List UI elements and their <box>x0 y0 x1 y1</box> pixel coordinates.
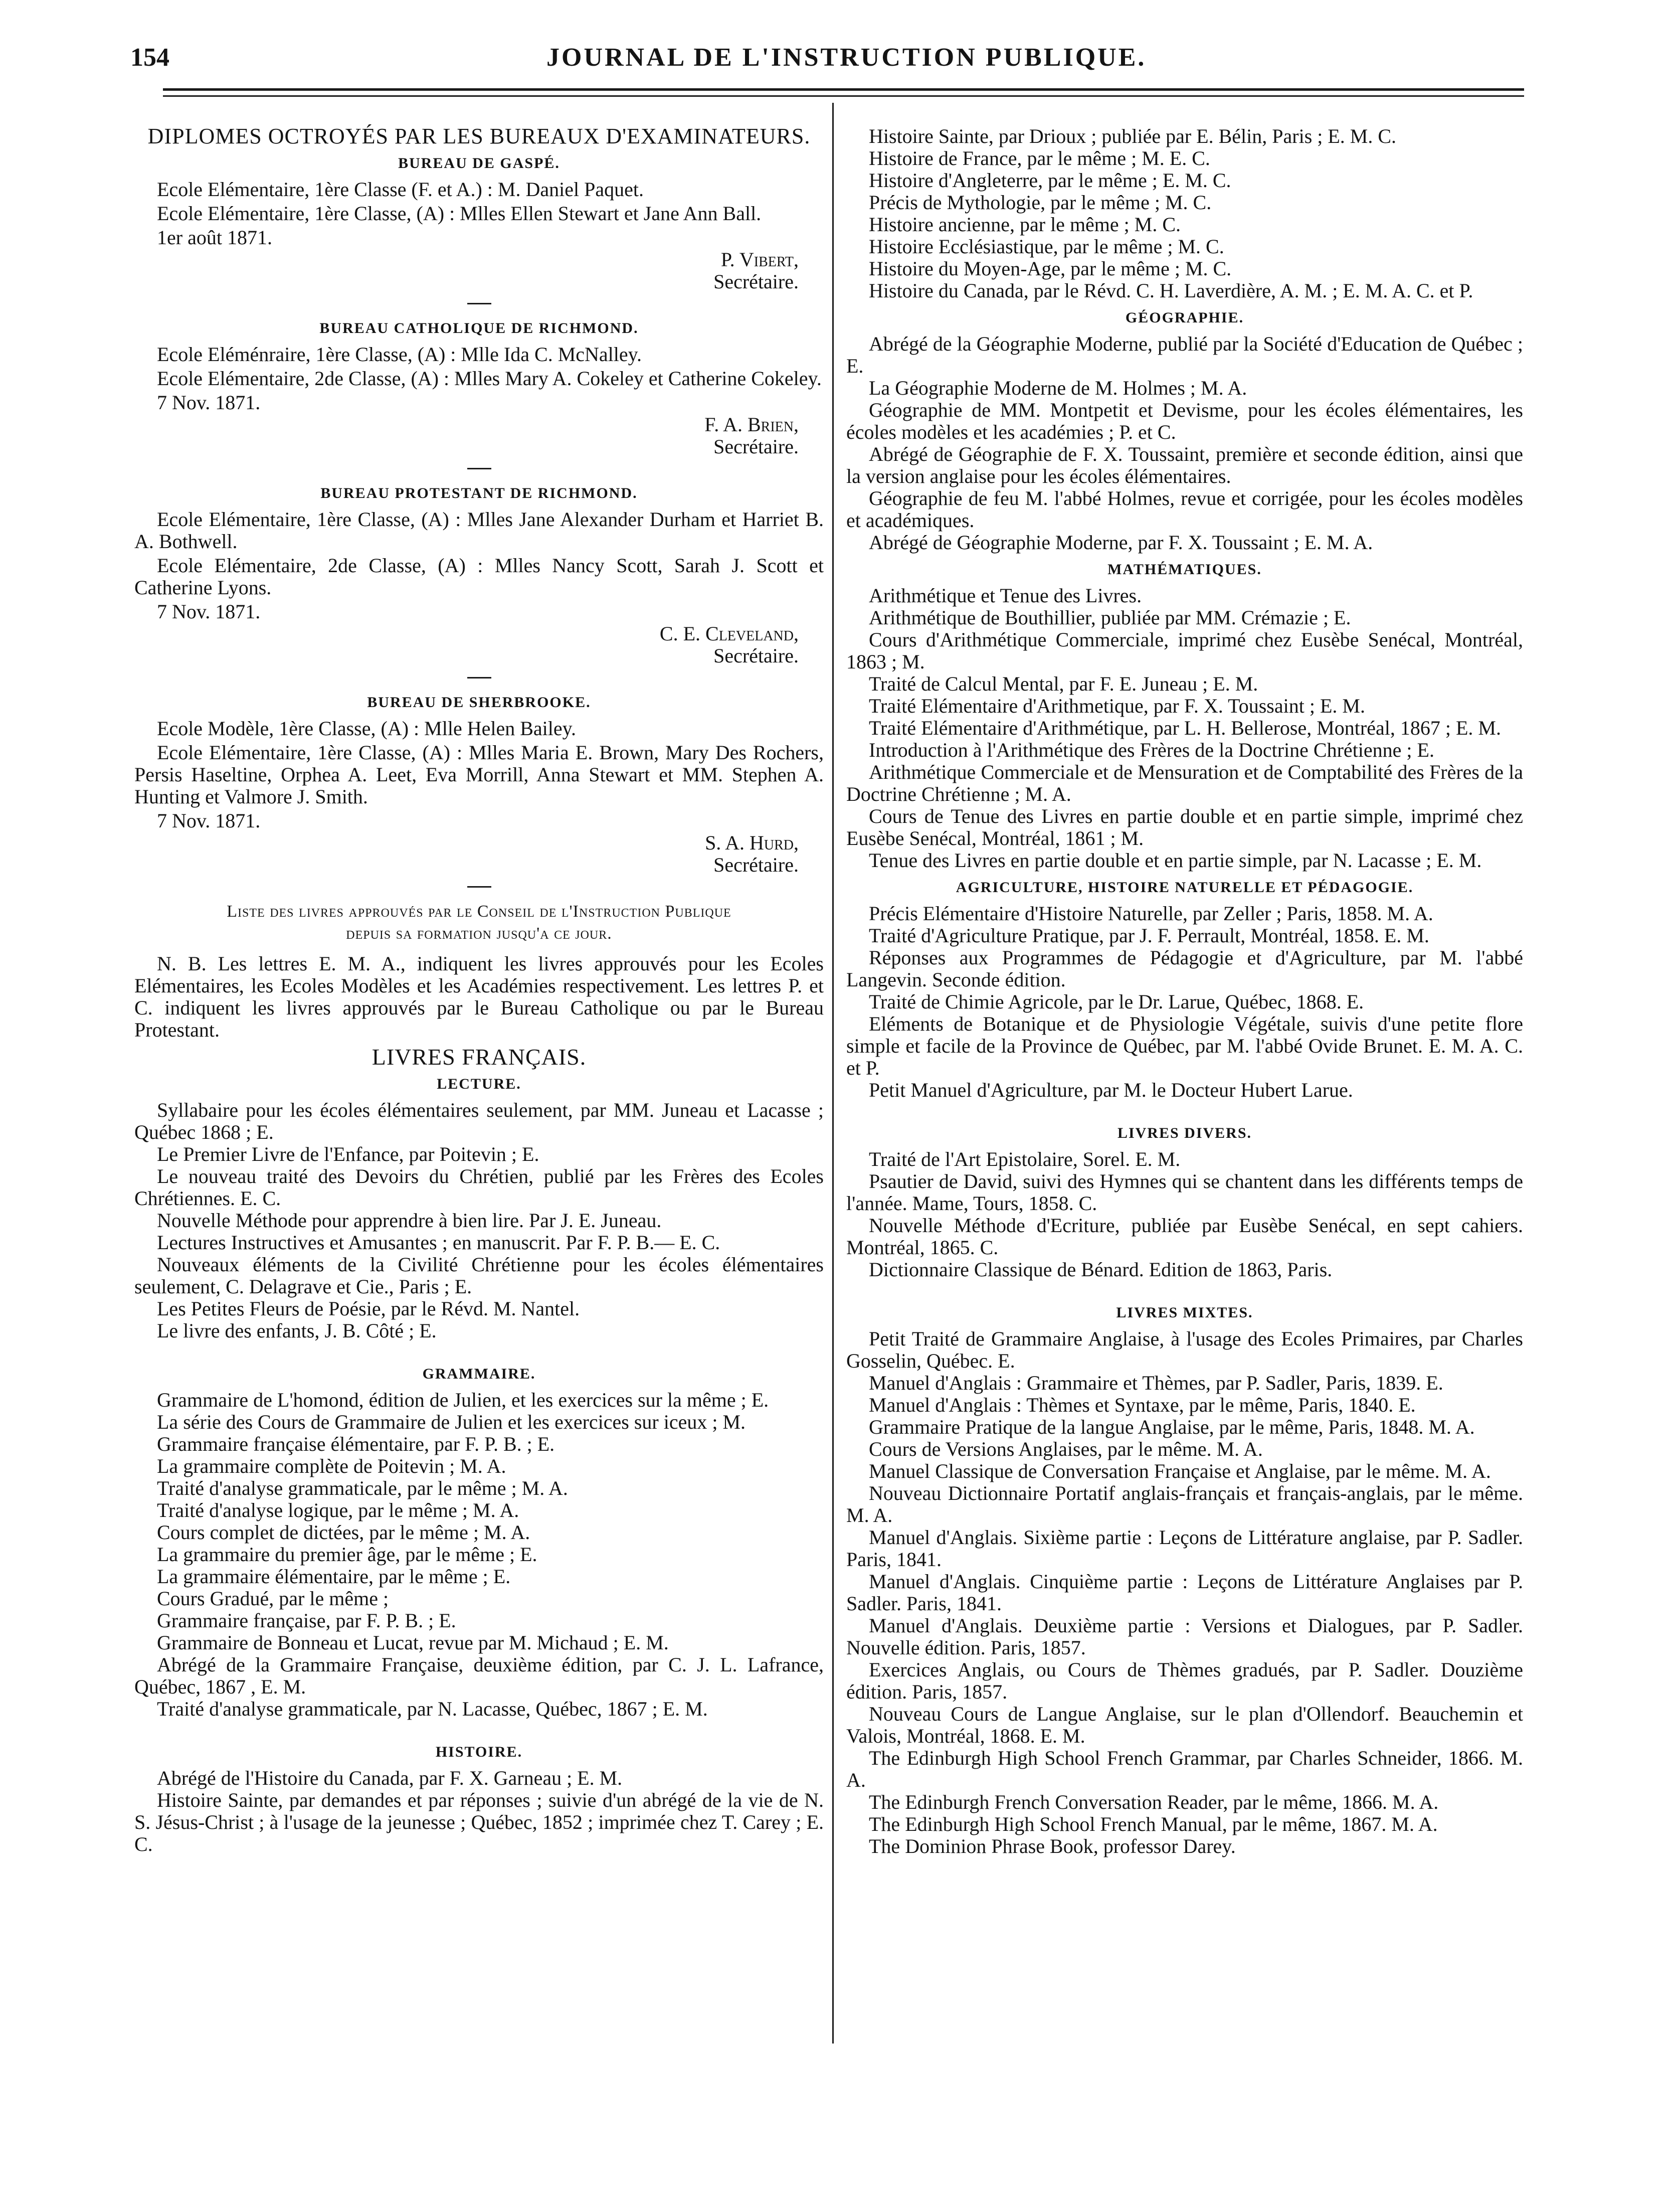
book-entry: Grammaire française élémentaire, par F. P. B. ; E. <box>157 1433 555 1455</box>
book-entry: Cours complet de dictées, par le même ; M. A. <box>157 1521 530 1544</box>
book-entry: Nouvelle Méthode pour apprendre à bien lire. Par J. E. Juneau. <box>157 1209 662 1232</box>
section-heading: GÉOGRAPHIE. <box>1125 309 1244 326</box>
book-entry: Histoire d'Angleterre, par le même ; E. M. C. <box>869 169 1231 192</box>
section-heading: AGRICULTURE, HISTOIRE NATURELLE ET PÉDAGOGIE. <box>956 879 1414 896</box>
book-entry: Géographie de MM. Montpetit et Devisme, pour les écoles élémentaires, les écoles modèles et les académies ; P. et C. <box>846 399 1523 443</box>
book-entry: Histoire Sainte, par Drioux ; publiée par E. Bélin, Paris ; E. M. C. <box>869 125 1397 147</box>
book-entry: Arithmétique et Tenue des Livres. <box>869 584 1142 607</box>
diploma-line: Ecole Elémentaire, 1ère Classe, (A) : Mlles Ellen Stewart et Jane Ann Ball. <box>157 202 762 225</box>
section-dash <box>467 468 491 469</box>
date-line: 1er août 1871. <box>157 226 272 249</box>
book-entry: Grammaire de L'homond, édition de Julien, et les exercices sur la même ; E. <box>157 1389 769 1411</box>
diploma-line: Ecole Eléménraire, 1ère Classe, (A) : Mlle Ida C. McNalley. <box>157 343 642 366</box>
book-entry: Dictionnaire Classique de Bénard. Edition de 1863, Paris. <box>869 1258 1333 1281</box>
book-entry: Syllabaire pour les écoles élémentaires seulement, par MM. Juneau et Lacasse ; Québec 1868 ; E. <box>134 1099 824 1143</box>
section-heading: MATHÉMATIQUES. <box>1107 561 1262 578</box>
book-entry: Exercices Anglais, ou Cours de Thèmes gradués, par P. Sadler. Douzième édition. Paris, 1857. <box>846 1658 1523 1703</box>
book-entry: Petit Traité de Grammaire Anglaise, à l'usage des Ecoles Primaires, par Charles Gosselin, Québec. E. <box>846 1327 1523 1372</box>
histoire-section <box>134 1741 824 1855</box>
signature-role: Secrétaire. <box>713 270 799 293</box>
book-entry: Nouveaux éléments de la Civilité Chrétienne pour les écoles élémentaires seulement, C. Delagrave et Cie., Paris ; E. <box>134 1253 824 1298</box>
book-entry: Cours de Tenue des Livres en partie double et en partie simple, imprimé chez Eusèbe Senécal, Montréal, 1861 ; M. <box>846 805 1523 849</box>
book-entry: Traité Elémentaire d'Arithmetique, par F. X. Toussaint ; E. M. <box>869 695 1365 717</box>
left-column <box>134 125 824 1855</box>
book-entry: La Géographie Moderne de M. Holmes ; M. A. <box>869 377 1247 399</box>
book-entry: Histoire ancienne, par le même ; M. C. <box>869 213 1181 236</box>
book-entry: Le Premier Livre de l'Enfance, par Poitevin ; E. <box>157 1143 539 1165</box>
section-heading: BUREAU DE GASPÉ. <box>398 155 560 172</box>
book-entry: Grammaire Pratique de la langue Anglaise, par le même, Paris, 1848. M. A. <box>869 1416 1475 1438</box>
signature: S. A. Hurd, <box>705 831 799 854</box>
grammaire-section <box>134 1363 824 1720</box>
book-entry: Manuel d'Anglais : Thèmes et Syntaxe, par le même, Paris, 1840. E. <box>869 1394 1416 1416</box>
diploma-line: Ecole Elémentaire, 1ère Classe (F. et A.) : M. Daniel Paquet. <box>157 178 644 201</box>
book-entry: Histoire du Canada, par le Révd. C. H. Laverdière, A. M. ; E. M. A. C. et P. <box>869 279 1473 302</box>
book-entry: La grammaire du premier âge, par le même ; E. <box>157 1543 537 1566</box>
book-entry: Eléments de Botanique et de Physiologie Végétale, suivis d'une petite flore simple et facile de la Province de Québec, par M. l'abbé Ovide Brunet. E. M. A. C. et P. <box>846 1012 1523 1079</box>
bureau-catholique-richmond <box>134 317 824 458</box>
book-entry: Arithmétique Commerciale et de Mensuration et de Comptabilité des Frères de la Doctrine Chrétienne ; M. A. <box>846 761 1523 805</box>
book-entry: Cours d'Arithmétique Commerciale, imprimé chez Eusèbe Senécal, Montréal, 1863 ; M. <box>846 628 1523 673</box>
book-entry: Réponses aux Programmes de Pédagogie et d'Agriculture, par M. l'abbé Langevin. Seconde édition. <box>846 946 1523 991</box>
book-entry: Abrégé de la Géographie Moderne, publié par la Société d'Education de Québec ; E. <box>846 332 1523 377</box>
book-entry: Traité Elémentaire d'Arithmétique, par L. H. Bellerose, Montréal, 1867 ; E. M. <box>869 717 1501 739</box>
book-entry: Manuel d'Anglais. Sixième partie : Leçons de Littérature anglaise, par P. Sadler. Paris, 1841. <box>846 1526 1523 1571</box>
page-header <box>130 43 1524 83</box>
book-entry: Abrégé de Géographie Moderne, par F. X. Toussaint ; E. M. A. <box>869 531 1373 554</box>
book-entry: Nouveau Dictionnaire Portatif anglais-français et français-anglais, par le même. M. A. <box>846 1482 1523 1526</box>
book-entry: Nouveau Cours de Langue Anglaise, sur le plan d'Ollendorf. Beauchemin et Valois, Montréal, 1868. E. M. <box>846 1703 1523 1747</box>
book-entry: La grammaire complète de Poitevin ; M. A. <box>157 1455 506 1477</box>
signature: F. A. Brien, <box>704 413 799 436</box>
book-entry: Les Petites Fleurs de Poésie, par le Révd. M. Nantel. <box>157 1297 580 1320</box>
book-entry: Le nouveau traité des Devoirs du Chrétien, publié par les Frères des Ecoles Chrétiennes. E. C. <box>134 1165 824 1210</box>
header-rule-thin <box>163 95 1524 97</box>
bureau-protestant-richmond <box>134 482 824 667</box>
book-entry: The Edinburgh High School French Manual, par le même, 1867. M. A. <box>869 1813 1438 1835</box>
book-entry: The Edinburgh High School French Grammar, par Charles Schneider, 1866. M. A. <box>846 1747 1523 1791</box>
book-entry: Nouvelle Méthode d'Ecriture, publiée par Eusèbe Senécal, en sept cahiers. Montréal, 1865. C. <box>846 1214 1523 1259</box>
lecture-section <box>134 1073 824 1342</box>
book-entry: Traité d'analyse grammaticale, par N. Lacasse, Québec, 1867 ; E. M. <box>157 1697 708 1720</box>
book-entry: Histoire de France, par le même ; M. E. C. <box>869 147 1210 169</box>
section-heading: LECTURE. <box>437 1076 521 1092</box>
book-entry: Cours de Versions Anglaises, par le même. M. A. <box>869 1438 1263 1460</box>
histoire-suite-section <box>846 125 1523 302</box>
book-entry: Traité d'analyse logique, par le même ; M. A. <box>157 1499 519 1521</box>
book-entry: Traité de l'Art Epistolaire, Sorel. E. M. <box>869 1148 1181 1170</box>
book-list-note: N. B. Les lettres E. M. A., indiquent les livres approuvés pour les Ecoles Elémentaires, les Ecoles Modèles et les Académies respectivement. Les lettres P. et C. indiquent les livres approuvés par le Bureau Catholique ou par le Bureau Protestant. <box>134 952 824 1041</box>
section-heading: LIVRES MIXTES. <box>1116 1304 1253 1321</box>
book-entry: Géographie de feu M. l'abbé Holmes, revue et corrigée, pour les écoles modèles et académiques. <box>846 487 1523 532</box>
diplomas-title: DIPLOMES OCTROYÉS PAR LES BUREAUX D'EXAMINATEURS. <box>147 124 811 148</box>
book-entry: Lectures Instructives et Amusantes ; en manuscrit. Par F. P. B.— E. C. <box>157 1231 720 1254</box>
book-entry: The Edinburgh French Conversation Reader, par le même, 1866. M. A. <box>869 1791 1439 1813</box>
date-line: 7 Nov. 1871. <box>157 809 261 832</box>
book-entry: Traité d'analyse grammaticale, par le même ; M. A. <box>157 1477 568 1499</box>
diploma-line: Ecole Elémentaire, 1ère Classe, (A) : Mlles Maria E. Brown, Mary Des Rochers, Persis Haseltine, Orphea A. Leet, Eva Morrill, Anna Stewart et MM. Stephen A. Hunting et Valmore J. Smith. <box>134 741 824 808</box>
book-entry: Arithmétique de Bouthillier, publiée par MM. Crémazie ; E. <box>869 606 1351 629</box>
book-entry: Le livre des enfants, J. B. Côté ; E. <box>157 1319 437 1342</box>
section-heading: BUREAU DE SHERBROOKE. <box>367 694 591 711</box>
book-entry: La grammaire élémentaire, par le même ; E. <box>157 1565 511 1588</box>
book-entry: The Dominion Phrase Book, professor Darey. <box>869 1835 1236 1857</box>
book-entry: Traité d'Agriculture Pratique, par J. F. Perrault, Montréal, 1858. E. M. <box>869 924 1429 947</box>
section-dash <box>467 886 491 888</box>
book-entry: Introduction à l'Arithmétique des Frères de la Doctrine Chrétienne ; E. <box>869 739 1434 761</box>
signature-role: Secrétaire. <box>713 854 799 876</box>
section-heading: BUREAU PROTESTANT DE RICHMOND. <box>320 485 638 501</box>
book-entry: Histoire Sainte, par demandes et par réponses ; suivie d'un abrégé de la vie de N. S. Jésus-Christ ; à l'usage de la jeunesse ; Québec, 1852 ; imprimée chez T. Carey ; E. C. <box>134 1789 824 1855</box>
geographie-section <box>846 307 1523 554</box>
signature-role: Secrétaire. <box>713 435 799 458</box>
section-dash <box>467 303 491 304</box>
book-entry: Grammaire de Bonneau et Lucat, revue par M. Michaud ; E. M. <box>157 1631 669 1654</box>
livres-francais-heading: LIVRES FRANÇAIS. <box>371 1044 587 1070</box>
diploma-line: Ecole Elémentaire, 2de Classe, (A) : Mlles Mary A. Cokeley et Catherine Cokeley. <box>157 367 822 390</box>
header-rule-thick <box>163 88 1524 91</box>
book-list-intro <box>134 901 824 1068</box>
column-divider <box>832 103 834 2044</box>
section-heading: HISTOIRE. <box>435 1744 523 1760</box>
book-entry: Précis Elémentaire d'Histoire Naturelle, par Zeller ; Paris, 1858. M. A. <box>869 902 1433 925</box>
book-entry: Tenue des Livres en partie double et en partie simple, par N. Lacasse ; E. M. <box>869 849 1482 872</box>
book-entry: Traité de Calcul Mental, par F. E. Juneau ; E. M. <box>869 672 1258 695</box>
book-entry: Abrégé de Géographie de F. X. Toussaint, première et seconde édition, ainsi que la version anglaise pour les écoles élémentaires. <box>846 443 1523 487</box>
book-entry: Petit Manuel d'Agriculture, par M. le Docteur Hubert Larue. <box>869 1079 1353 1101</box>
section-heading: GRAMMAIRE. <box>422 1366 536 1382</box>
date-line: 7 Nov. 1871. <box>157 391 261 414</box>
signature-role: Secrétaire. <box>713 644 799 667</box>
running-title: JOURNAL DE L'INSTRUCTION PUBLIQUE. <box>546 43 1147 72</box>
signature: P. Vibert, <box>720 248 799 271</box>
book-list-title: Liste des livres approuvés par le Conseil de l'Instruction Publique <box>227 902 731 921</box>
mathematiques-section <box>846 559 1523 872</box>
page-number: 154 <box>130 43 169 72</box>
book-entry: Abrégé de l'Histoire du Canada, par F. X. Garneau ; E. M. <box>157 1767 623 1789</box>
agriculture-section <box>846 877 1523 1101</box>
diploma-line: Ecole Modèle, 1ère Classe, (A) : Mlle Helen Bailey. <box>157 717 577 740</box>
date-line: 7 Nov. 1871. <box>157 600 261 623</box>
book-entry: Manuel Classique de Conversation Française et Anglaise, par le même. M. A. <box>869 1460 1491 1482</box>
diploma-line: Ecole Elémentaire, 2de Classe, (A) : Mlles Nancy Scott, Sarah J. Scott et Catherine Lyons. <box>134 554 824 599</box>
book-entry: La série des Cours de Grammaire de Julien et les exercices sur iceux ; M. <box>157 1411 746 1433</box>
livres-divers-section <box>846 1122 1523 1281</box>
book-entry: Précis de Mythologie, par le même ; M. C. <box>869 191 1212 214</box>
section-dash <box>467 677 491 678</box>
diploma-line: Ecole Elémentaire, 1ère Classe, (A) : Mlles Jane Alexander Durham et Harriet B. A. Bothwell. <box>134 508 824 553</box>
book-entry: Psautier de David, suivi des Hymnes qui se chantent dans les différents temps de l'année. Mame, Tours, 1858. C. <box>846 1170 1523 1215</box>
book-list-subtitle: depuis sa formation jusqu'a ce jour. <box>346 924 612 943</box>
book-entry: Traité de Chimie Agricole, par le Dr. Larue, Québec, 1868. E. <box>869 990 1364 1013</box>
section-heading: BUREAU CATHOLIQUE DE RICHMOND. <box>319 320 639 336</box>
book-entry: Manuel d'Anglais : Grammaire et Thèmes, par P. Sadler, Paris, 1839. E. <box>869 1372 1443 1394</box>
section-heading: LIVRES DIVERS. <box>1117 1125 1252 1141</box>
book-entry: Grammaire française, par F. P. B. ; E. <box>157 1609 456 1632</box>
bureau-sherbrooke <box>134 692 824 876</box>
book-entry: Manuel d'Anglais. Cinquième partie : Leçons de Littérature Anglaises par P. Sadler. Paris, 1841. <box>846 1570 1523 1615</box>
livres-mixtes-section <box>846 1302 1523 1857</box>
book-entry: Cours Gradué, par le même ; <box>157 1587 389 1610</box>
book-entry: Histoire du Moyen-Age, par le même ; M. C. <box>869 257 1232 280</box>
book-entry: Histoire Ecclésiastique, par le même ; M. C. <box>869 235 1224 258</box>
bureau-gaspe <box>134 152 824 293</box>
book-entry: Manuel d'Anglais. Deuxième partie : Versions et Dialogues, par P. Sadler. Nouvelle édition. Paris, 1857. <box>846 1614 1523 1659</box>
right-column <box>846 125 1523 1857</box>
book-entry: Abrégé de la Grammaire Française, deuxième édition, par C. J. L. Lafrance, Québec, 1867 , E. M. <box>134 1653 824 1698</box>
signature: C. E. Cleveland, <box>659 622 799 645</box>
